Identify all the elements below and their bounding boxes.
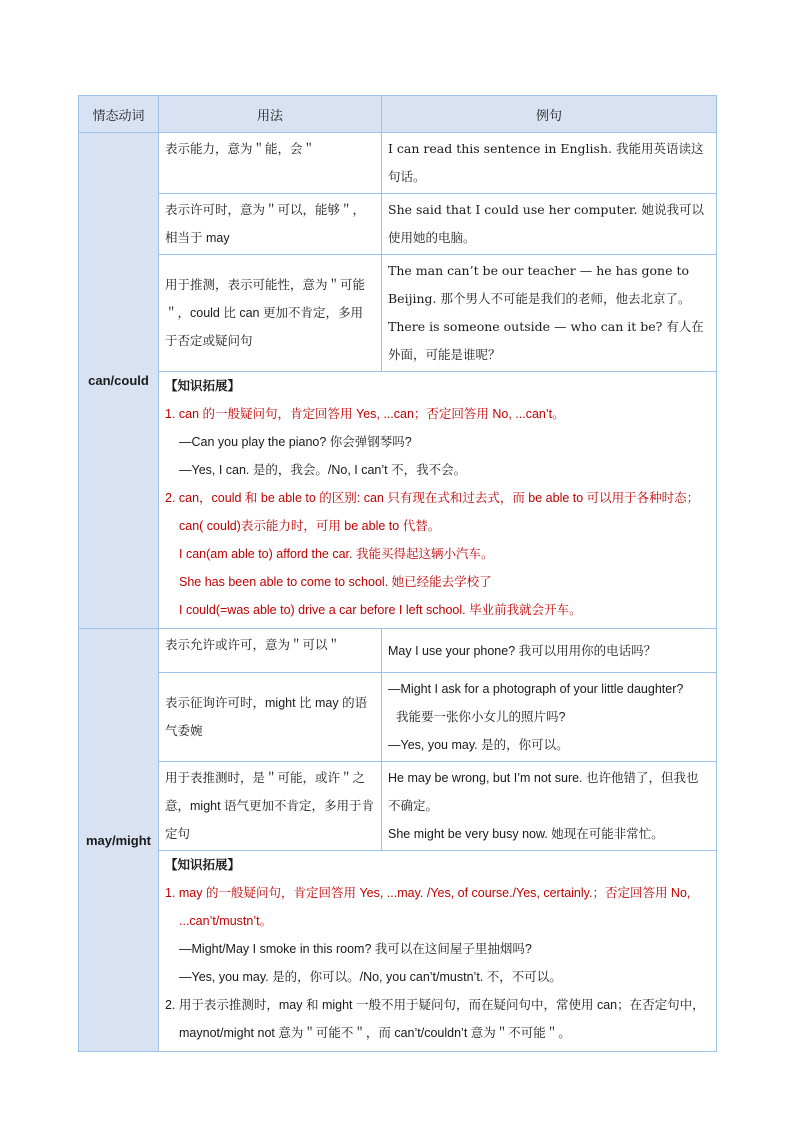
modal-verbs-table (78, 95, 717, 1052)
example-text: The man can’t be our teacher — he has gone to Beijing. 那个男人不可能是我们的老师，他去北京了。 (388, 263, 691, 306)
extension-point: 1. can 的一般疑问句，肯定回答用 Yes, ...can；否定回答用 No, ...can’t。 (165, 407, 565, 421)
extension-example: I can(am able to) afford the car. 我能买得起这辆小汽车。 (179, 547, 494, 561)
extension-title: 【知识拓展】 (165, 379, 241, 393)
knowledge-extension-row (79, 851, 717, 1052)
usage-text: 用于表推测时，是＂可能，或许＂之意，might 语气更加不肯定，多用于肯定句 (165, 771, 375, 841)
example-cell (382, 133, 717, 194)
extension-example: —Can you play the piano? 你会弹钢琴吗? (179, 435, 412, 449)
usage-cell (159, 762, 382, 851)
table-row (79, 673, 717, 762)
example-text: —Might I ask for a photograph of your little daughter? (388, 682, 684, 696)
knowledge-extension-cell (159, 851, 717, 1052)
header-example: 例句 (382, 96, 717, 133)
modal-label-may-might: may/might (79, 629, 159, 1052)
header-row (79, 96, 717, 133)
example-cell (382, 762, 717, 851)
table-row (79, 133, 717, 194)
usage-cell (159, 673, 382, 762)
example-text: She might be very busy now. 她现在可能非常忙。 (388, 827, 664, 841)
example-cell (382, 194, 717, 255)
grammar-table-page (78, 95, 716, 1052)
usage-cell (159, 255, 382, 372)
example-text: He may be wrong, but I’m not sure. 也许他错了，但我也不确定。 (388, 771, 699, 813)
example-text: There is someone outside — who can it be? 有人在外面，可能是谁呢？ (388, 319, 704, 362)
usage-cell (159, 629, 382, 673)
header-usage: 用法 (159, 96, 382, 133)
example-cell (382, 629, 717, 673)
table-row (79, 255, 717, 372)
table-row (79, 762, 717, 851)
extension-point: 2. can，could 和 be able to 的区别: can 只有现在式和过去式，而 be able to 可以用于各种时态；can( could)表示能力时，可用 be able to 代替。 (165, 491, 700, 533)
extension-title: 【知识拓展】 (165, 858, 241, 872)
extension-example: She has been able to come to school. 她已经能去学校了 (179, 575, 492, 589)
extension-example: —Yes, I can. 是的，我会。/No, I can’t 不，我不会。 (179, 463, 467, 477)
table-row (79, 629, 717, 673)
usage-text: 用于推测，表示可能性，意为＂可能＂，could 比 can 更加不肯定，多用于否定或疑问句 (165, 278, 366, 348)
extension-example: —Yes, you may. 是的，你可以。/No, you can’t/mustn’t. 不，不可以。 (179, 970, 562, 984)
usage-text: 表示允许或许可，意为＂可以＂ (165, 638, 341, 652)
modal-label-can-could: can/could (79, 133, 159, 629)
example-text: May I use your phone? 我可以用用你的电话吗？ (388, 643, 657, 658)
example-cell (382, 255, 717, 372)
extension-point: 1. may 的一般疑问句，肯定回答用 Yes, ...may. /Yes, of course./Yes, certainly.；否定回答用 No, ...can’t/mustn’t。 (165, 886, 691, 928)
example-cell (382, 673, 717, 762)
usage-text: 表示许可时，意为＂可以，能够＂，相当于 may (165, 203, 366, 245)
table-row (79, 194, 717, 255)
knowledge-extension-cell (159, 372, 717, 629)
header-modal-verb: 情态动词 (79, 96, 159, 133)
knowledge-extension-row (79, 372, 717, 629)
usage-text: 表示征询许可时，might 比 may 的语气委婉 (165, 696, 368, 738)
usage-cell (159, 133, 382, 194)
extension-example: —Might/May I smoke in this room? 我可以在这间屋子里抽烟吗? (179, 942, 532, 956)
extension-example: I could(=was able to) drive a car before I left school. 毕业前我就会开车。 (179, 603, 582, 617)
example-text: —Yes, you may. 是的，你可以。 (388, 738, 569, 752)
usage-text: 表示能力，意为＂能，会＂ (165, 142, 316, 156)
extension-point: 2. 用于表示推测时，may 和 might 一般不用于疑问句，而在疑问句中，常使用 can；在否定句中，maynot/might not 意为＂可能不＂，而 can’t/couldn’t 意为＂不可能＂。 (165, 998, 705, 1040)
example-text: I can read this sentence in English. 我能用英语读这句话。 (388, 141, 704, 184)
example-text: She said that I could use her computer. 她说我可以使用她的电脑。 (388, 202, 704, 245)
example-text: 我能要一张你小女儿的照片吗? (396, 710, 566, 724)
usage-cell (159, 194, 382, 255)
